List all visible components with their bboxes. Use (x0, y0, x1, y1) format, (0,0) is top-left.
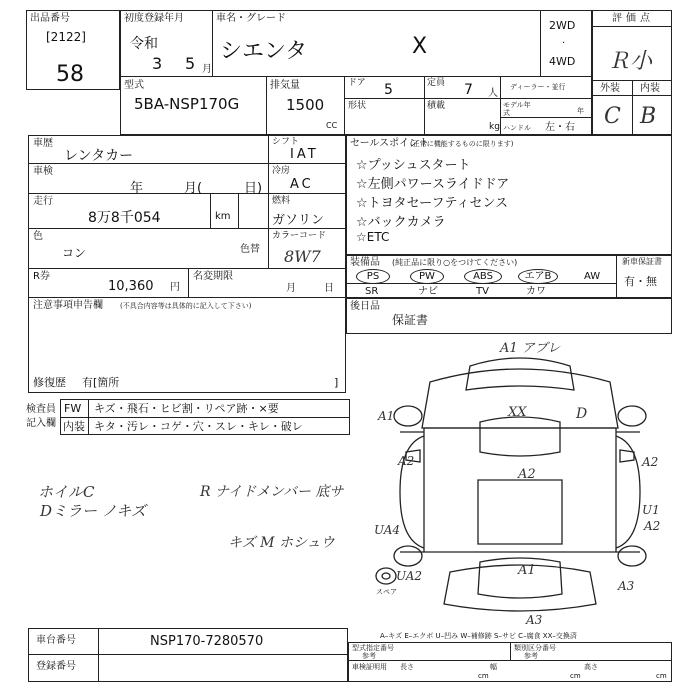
fuel-label: 燃料 (272, 196, 291, 206)
height-unit: cm (656, 672, 667, 680)
capacity: 7 (464, 82, 473, 98)
type-cert-label: 型式指定番号 (352, 644, 394, 652)
inspector-interior-items: キタ・汚レ・コゲ・穴・スレ・キレ・破レ (94, 420, 303, 433)
repair-label: 修復歴 (33, 376, 66, 389)
color-code-label: カラーコード (272, 231, 327, 241)
inspector-interior-label: 内装 (63, 420, 85, 433)
color-value: コン (62, 246, 87, 260)
mileage-value: 8万8千054 (88, 210, 161, 226)
annot-right-rear: A2 (644, 519, 661, 533)
car-damage-diagram (360, 332, 680, 632)
recycle-unit: 円 (170, 282, 180, 293)
inspector-label-bottom: 記入欄 (26, 418, 56, 429)
handle-value: 左・右 (545, 122, 575, 133)
shift-label: シフト (272, 137, 300, 147)
selling-point: ☆左側パワースライドドア (356, 177, 510, 192)
displacement: 1500 (286, 96, 325, 114)
recycle-label: R券 (33, 271, 50, 282)
history-label: 車歴 (33, 138, 53, 149)
grade: X (412, 34, 428, 59)
history-value: レンタカー (64, 148, 134, 164)
dealer-label: ディーラー・並行 (510, 83, 566, 91)
drive-dot: · (562, 38, 566, 49)
load-unit: kg (489, 122, 500, 132)
shift-value: IAT (290, 147, 319, 162)
capacity-label: 定員 (427, 78, 446, 88)
first-reg-label: 初度登録年月 (124, 13, 184, 24)
annot-hood: XX (508, 405, 527, 420)
annot-right-u1: U1 (642, 503, 660, 517)
reg-number-label: 登録番号 (36, 661, 76, 672)
height-label: 高さ (584, 663, 598, 671)
warranty-value: 有・無 (624, 275, 657, 288)
damage-legend: A–キズ E–エクボ U–凹み W–補修跡 S–サビ C–腐食 XX–交換済 (380, 632, 577, 640)
interior-score: B (640, 104, 657, 129)
reg-month-unit: 月 (202, 64, 212, 75)
selling-point: ☆トヨタセーフティセンス (356, 196, 509, 211)
annot-right-corner: A3 (618, 579, 635, 593)
equipment-sub: (純正品に限り○をつけてください) (392, 258, 518, 267)
handwritten-note-1: ホイルC (38, 483, 95, 501)
ac-value: AC (290, 177, 314, 192)
repair-close: ] (334, 376, 339, 389)
displacement-unit: CC (326, 121, 338, 130)
length-label: 長さ (400, 663, 414, 671)
shape-label: 形状 (348, 101, 367, 111)
type-cert-sub: 参考 (362, 652, 376, 660)
color-change-label: 色替 (240, 244, 260, 255)
handwritten-note-2: Dミラー ノキズ (40, 502, 146, 520)
inspector-label-top: 検査員 (26, 404, 56, 415)
notes-label: 注意事項申告欄 (33, 300, 103, 311)
inspection-day: 日) (244, 181, 263, 196)
model-grade-label: 車名・グレード (216, 13, 286, 24)
selling-point: ☆プッシュスタート (356, 158, 471, 173)
inspection-year: 年 (130, 181, 144, 196)
annot-left-ua4: UA4 (374, 523, 401, 537)
spare-label: スペア (376, 588, 397, 596)
notes-sub: (不具合内容等は具体的に記入して下さい) (120, 302, 252, 310)
annot-front: A1 アブレ (500, 341, 561, 356)
chassis-value: NSP170-7280570 (150, 634, 264, 649)
handwritten-note-4: キズ M ホシュウ (228, 535, 335, 551)
annot-left-door: A2 (398, 454, 415, 468)
mileage-unit: km (215, 211, 231, 222)
selling-points-label: セールスポイント (350, 138, 430, 149)
equip-leather: カワ (526, 286, 546, 297)
inspector-exterior-label: FW (64, 402, 82, 415)
load-label: 積載 (427, 101, 446, 111)
annot-d: D (576, 406, 588, 422)
model-label: 型式 (124, 80, 144, 91)
reg-expiry-month: 月 (286, 283, 296, 294)
color-code-value: 8W7 (284, 247, 321, 266)
length-unit: cm (478, 672, 489, 680)
equip-navi: ナビ (418, 286, 438, 297)
inspector-exterior-items: キズ・飛石・ヒビ割・リペア跡・×要 (94, 402, 279, 415)
lot-code: [2122] (46, 30, 86, 44)
doors: 5 (384, 82, 393, 98)
category-label: 類別区分番号 (514, 644, 556, 652)
model-year-label: モデル年式 (503, 101, 531, 117)
equip-ps: PS (356, 269, 390, 284)
handle-label: ハンドル (503, 124, 531, 132)
displacement-label: 排気量 (270, 80, 300, 91)
doors-label: ドア (348, 78, 366, 88)
repair-value: 有[箇所 (82, 376, 120, 389)
width-unit: cm (570, 672, 581, 680)
selling-points-sub: (正常に機能するものに限ります) (410, 140, 514, 148)
exterior-label: 外装 (600, 83, 620, 94)
annot-left-front: A1 (378, 409, 395, 423)
annot-left-ua2: UA2 (396, 569, 423, 583)
reg-year: 3 (152, 54, 163, 73)
mileage-label: 走行 (33, 196, 53, 207)
equip-sr: SR (365, 286, 379, 297)
equipment-label: 装備品 (350, 257, 380, 268)
car-name: シエンタ (220, 39, 308, 64)
extras-value: 保証書 (392, 313, 429, 327)
annot-rear: A3 (526, 613, 543, 627)
drive-2wd: 2WD (549, 19, 576, 32)
rating-value: Ｒ小 (608, 49, 653, 74)
drive-4wd: 4WD (549, 55, 576, 68)
exterior-score: C (604, 104, 621, 129)
reg-expiry-day: 日 (324, 283, 334, 294)
equip-tv: TV (476, 286, 489, 297)
equip-aw: AW (584, 271, 601, 282)
ac-label: 冷房 (272, 166, 291, 176)
selling-point: ☆ETC (356, 230, 390, 244)
capacity-unit: 人 (488, 88, 498, 99)
inspection-label: 車検 (33, 166, 53, 177)
inspection-month: 月( (184, 181, 203, 196)
lot-number: 58 (56, 62, 84, 87)
equip-airbag: エアB (518, 269, 558, 284)
model-code: 5BA-NSP170G (134, 95, 240, 113)
chassis-label: 車台番号 (36, 635, 76, 646)
reg-expiry-label: 名変期限 (193, 271, 233, 282)
width-label: 幅 (490, 663, 497, 671)
handwritten-note-3: R ナイドメンバー 底サ (200, 484, 344, 500)
selling-point: ☆バックカメラ (356, 215, 446, 230)
category-sub: 参考 (524, 652, 538, 660)
equip-abs: ABS (464, 269, 502, 284)
extras-label: 後日品 (350, 301, 380, 312)
lot-label: 出品番号 (30, 13, 70, 24)
interior-label: 内装 (640, 83, 660, 94)
annot-roof: A2 (518, 467, 536, 482)
selling-points-list (356, 154, 509, 249)
reg-month: 5 (185, 54, 196, 73)
era: 令和 (130, 36, 158, 52)
color-label: 色 (33, 231, 43, 242)
annot-rear-glass: A1 (518, 563, 536, 578)
warranty-label: 新車保証書 (622, 257, 662, 266)
recycle-value: 10,360 (108, 279, 154, 294)
annot-right-door: A2 (642, 455, 659, 469)
cert-label: 車検証明用 (352, 663, 387, 671)
model-year-unit: 年 (577, 107, 584, 115)
fuel-value: ガソリン (272, 213, 325, 228)
equip-pw: PW (410, 269, 444, 284)
rating-label: 評価点 (612, 13, 654, 24)
